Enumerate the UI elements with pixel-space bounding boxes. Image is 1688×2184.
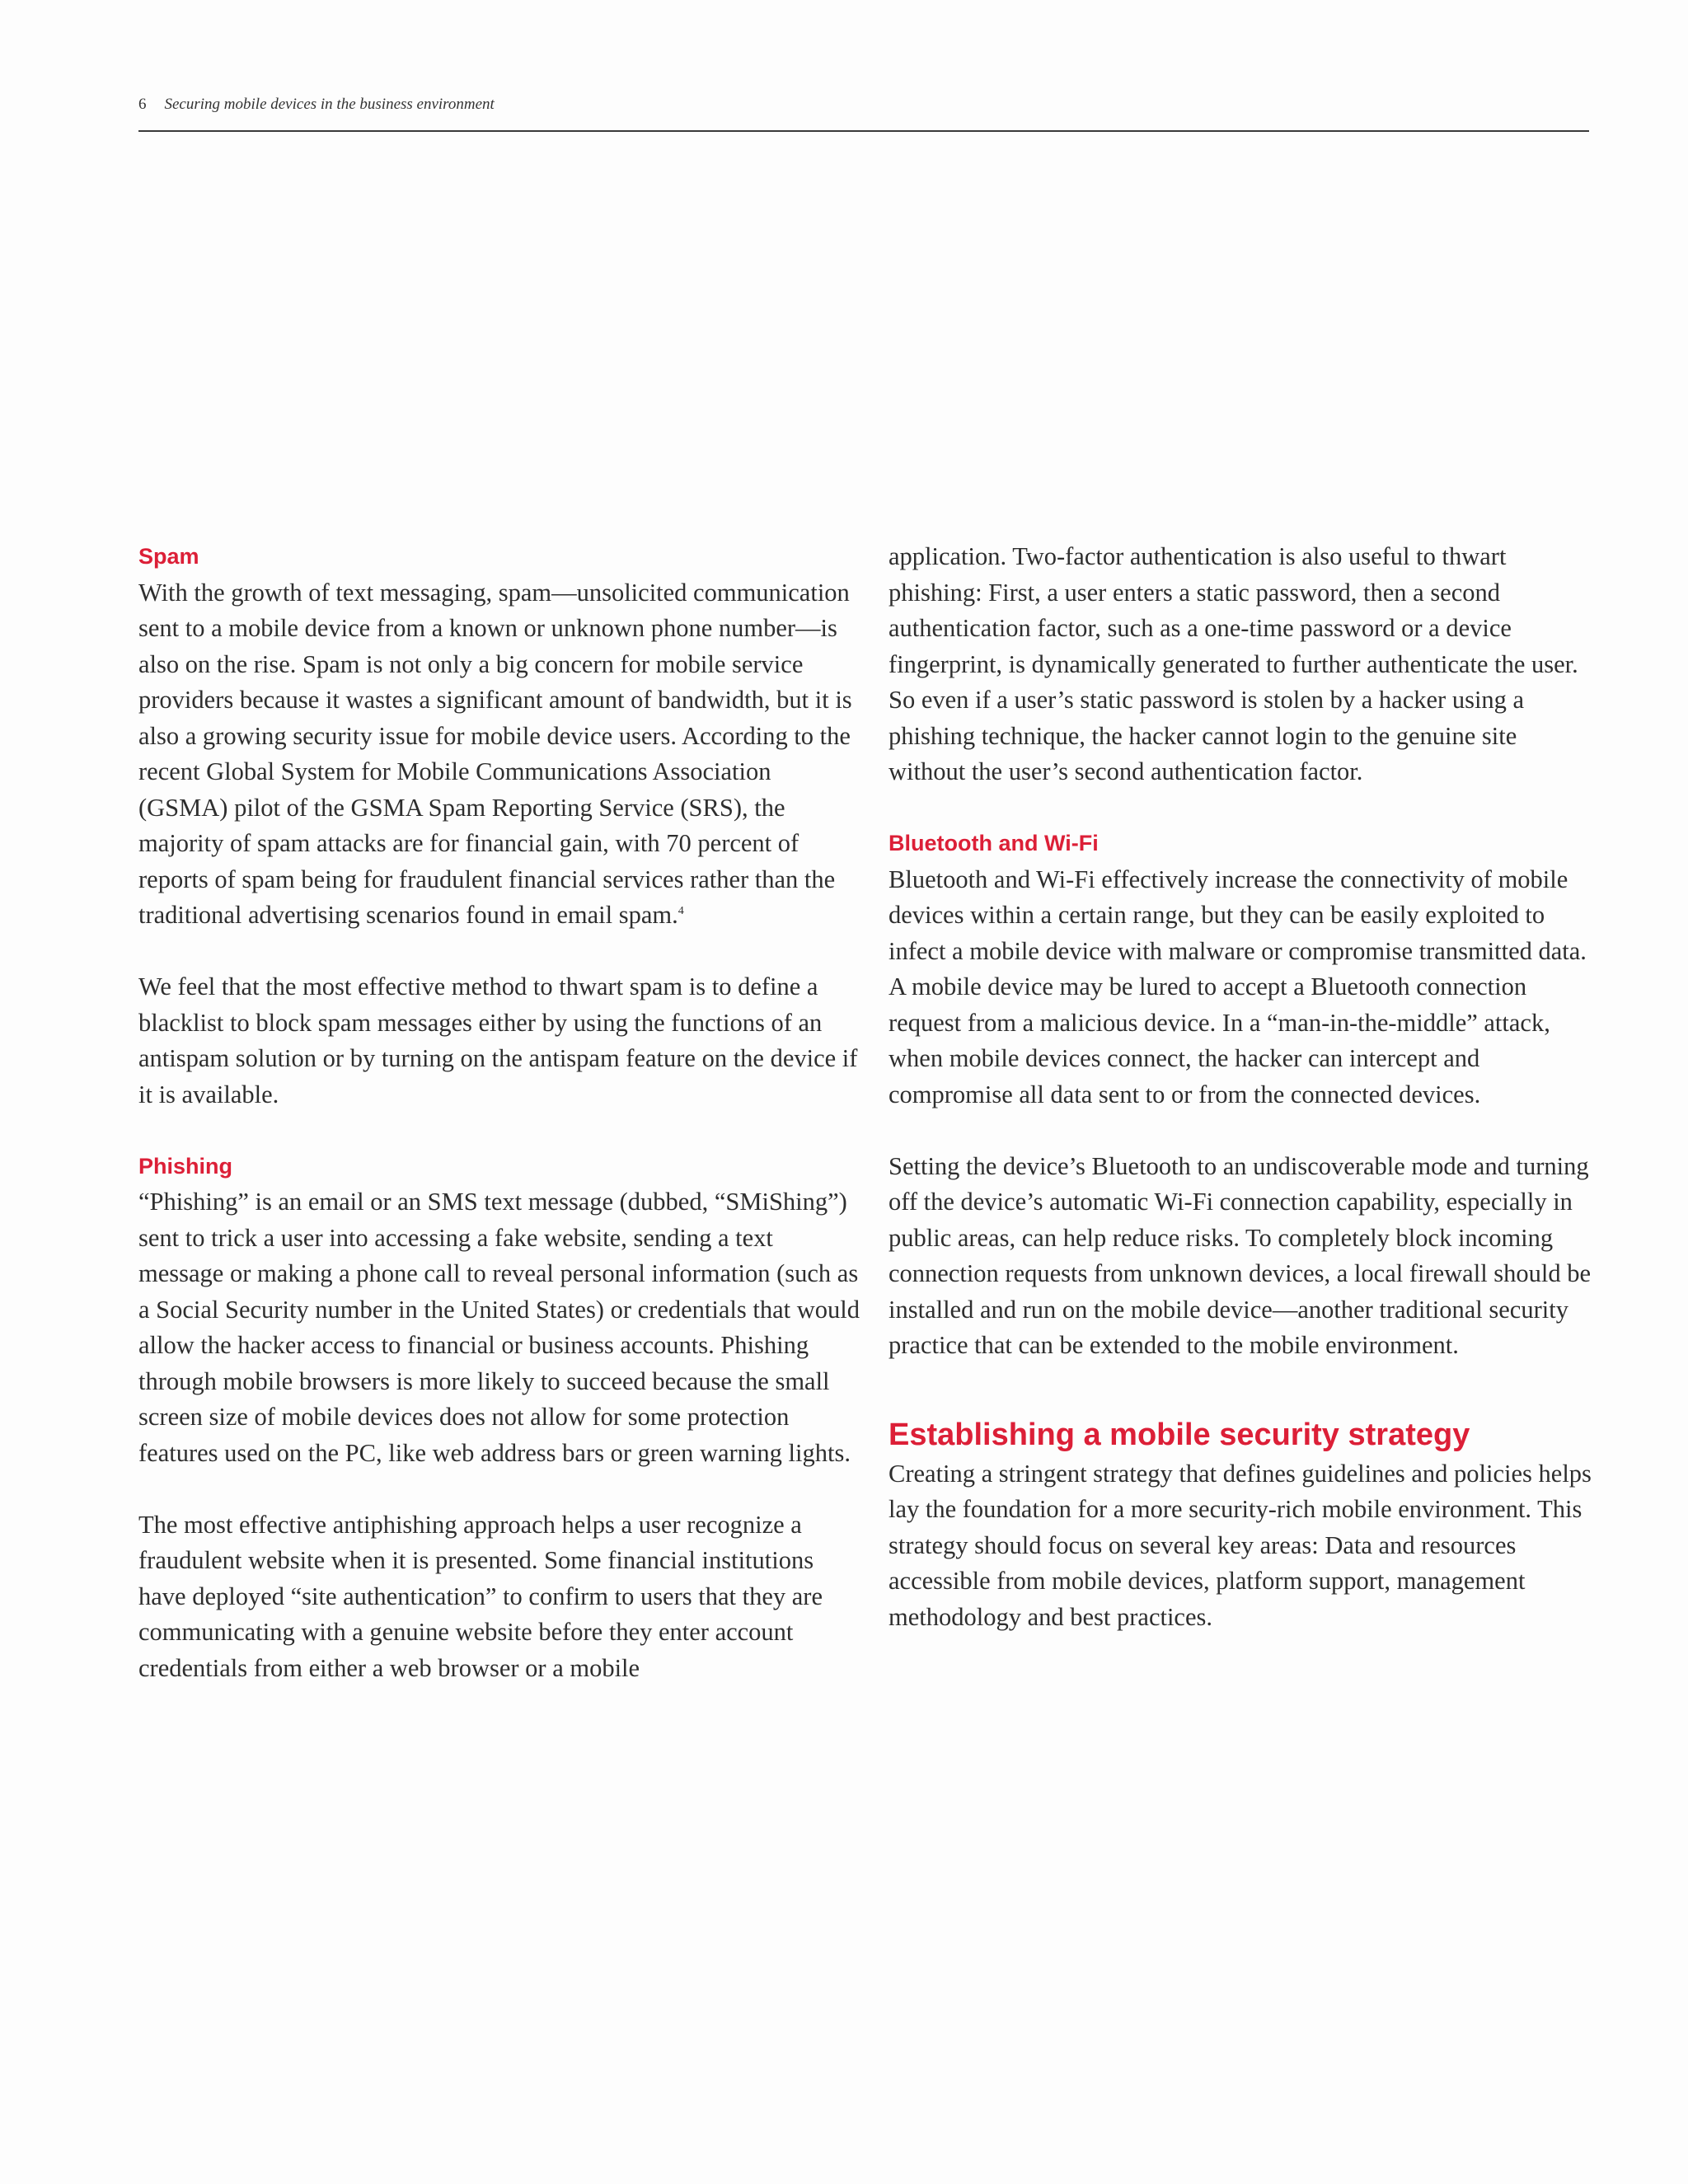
section-heading-spam: Spam — [138, 544, 199, 569]
strategy-paragraph-1: Creating a stringent strategy that defines guidelines and policies helps lay the foundation for a more security-rich mobile environment. This strategy should focus on several key areas: Data and resources accessible from mobile devices, platform support, management methodology and best practices. — [889, 1459, 1592, 1631]
bluetooth-paragraph-2: Setting the device’s Bluetooth to an undiscoverable mode and turning off the device’s automatic Wi-Fi connection capability, especially in public areas, can help reduce risks. To completely block incoming connection requests from unknown devices, a local firewall should be installed and run on the mobile device—another traditional security practice that can be extended to the mobile environment. — [889, 1151, 1592, 1359]
bluetooth-paragraph-1: Bluetooth and Wi-Fi effectively increase the connectivity of mobile devices within a certain range, but they can be easily exploited to infect a mobile device with malware or compromise transmitted data. A mobile device may be lured to accept a Bluetooth connection request from a malicious device. In a “man-in-the-middle” attack, when mobile devices connect, the hacker can intercept and compromise all data sent to or from the connected devices. — [889, 865, 1587, 1108]
major-heading-strategy: Establishing a mobile security strategy — [889, 1417, 1470, 1452]
phishing-paragraph-1: “Phishing” is an email or an SMS text message (dubbed, “SMiShing”) sent to trick a user into accessing a fake website, sending a text message or making a phone call to reveal personal information (such as a Social Security number in the United States) or credentials that would allow the hacker access to financial or business accounts. Phishing through mobile browsers is more likely to succeed because the small screen size of mobile devices does not allow for some protection features used on the PC, like web address bars or green warning lights. — [138, 1188, 860, 1467]
section-heading-bluetooth-wifi: Bluetooth and Wi-Fi — [889, 831, 1099, 855]
right-column — [889, 539, 1597, 1635]
left-column — [138, 539, 864, 1686]
section-heading-phishing: Phishing — [138, 1153, 232, 1179]
footnote-reference: 4 — [678, 904, 684, 917]
page-number: 6 — [138, 96, 147, 113]
header-rule — [138, 130, 1589, 132]
phishing-paragraph-2: The most effective antiphishing approach helps a user recognize a fraudulent website when it is presented. Some financial institutions have deployed “site authentication” to confirm to users that they are communicating with a genuine website before they enter account credentials from either a web browser or a mobile — [138, 1510, 823, 1682]
spam-paragraph-1-text: With the growth of text messaging, spam—unsolicited communication sent to a mobile device from a known or unknown phone number—is also on the rise. Spam is not only a big concern for mobile service providers because it wastes a significant amount of bandwidth, but it is also a growing security issue for mobile device users. According to the recent Global System for Mobile Communications Association (GSMA) pilot of the GSMA Spam Reporting Service (SRS), the majority of spam attacks are for financial gain, with 70 percent of reports of spam being for fraudulent financial services rather than the traditional advertising scenarios found in email spam. — [138, 578, 852, 929]
spam-paragraph-1 — [138, 575, 864, 934]
phishing-continued-paragraph: application. Two-factor authentication is also useful to thwart phishing: First, a user enters a static password, then a second authentication factor, such as a one-time password or a device fingerprint, is dynamically generated to further authenticate the user. So even if a user’s static password is stolen by a hacker using a phishing technique, the hacker cannot login to the genuine site without the user’s second authentication factor. — [889, 542, 1578, 785]
running-header — [138, 96, 495, 114]
spam-paragraph-2: We feel that the most effective method to thwart spam is to define a blacklist to block spam messages either by using the functions of an antispam solution or by turning on the antispam feature on the device if it is available. — [138, 972, 858, 1108]
running-title: Securing mobile devices in the business environment — [164, 96, 495, 113]
